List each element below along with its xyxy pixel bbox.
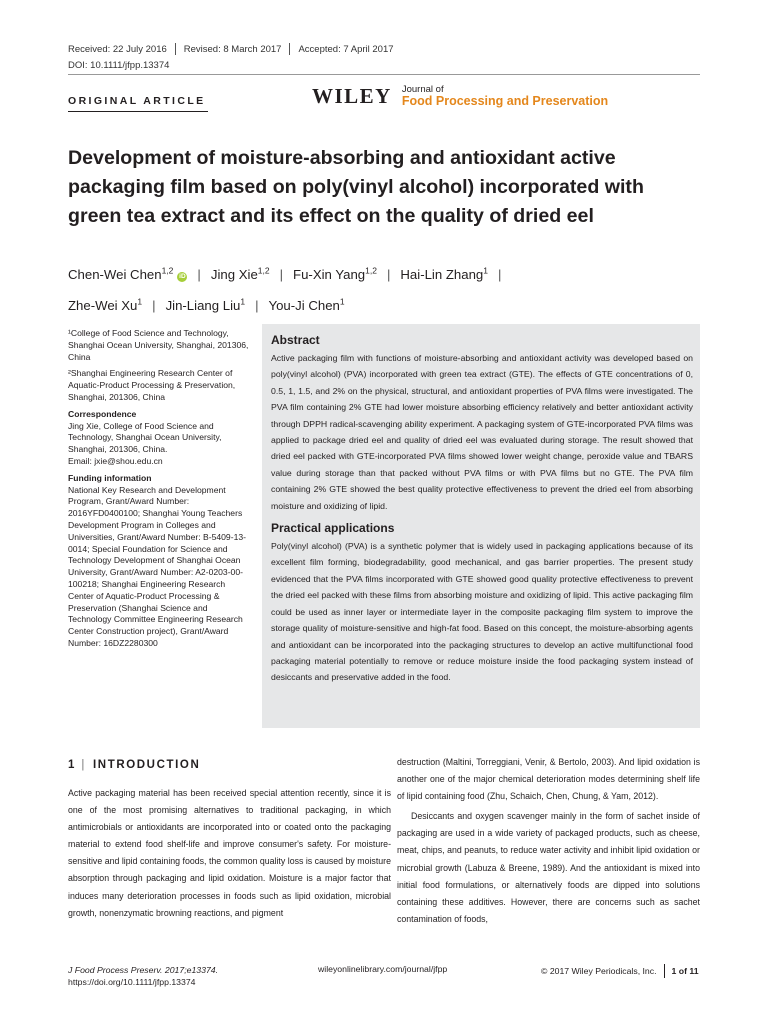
affiliation-2: ²Shanghai Engineering Research Center of Aquatic-Product Processing & Preservation, Shanghai, 201306, China (68, 368, 236, 402)
copyright: © 2017 Wiley Periodicals, Inc. (541, 966, 657, 976)
author-name: Zhe-Wei Xu (68, 297, 138, 313)
author[interactable] (400, 267, 488, 282)
revised-date: Revised: 8 March 2017 (183, 43, 282, 55)
section-heading-introduction (68, 756, 391, 774)
author-affiliation: 1 (137, 296, 143, 307)
section-title: INTRODUCTION (93, 759, 201, 771)
practical-applications-heading: Practical applications (271, 521, 395, 536)
author-name: Jing Xie (210, 267, 258, 283)
author-affiliation: 1 (339, 296, 345, 307)
author[interactable] (68, 298, 142, 313)
author-separator: | (279, 267, 284, 283)
correspondence-heading: Correspondence (68, 408, 137, 419)
journal-logo (312, 84, 608, 109)
author-separator: | (386, 267, 391, 283)
doi-link[interactable]: https://doi.org/10.1111/jfpp.13374 (68, 977, 196, 987)
author-name: Chen-Wei Chen (68, 267, 162, 283)
body-column-left (68, 756, 391, 922)
funding-heading: Funding information (68, 472, 152, 483)
author-separator: | (197, 267, 201, 283)
divider (289, 43, 290, 55)
intro-paragraph-1: Active packaging material has been received special attention recently, since it is one of the most promising alternatives to traditional packaging, in which antimicrobials or antioxidants are incorporated into or coated onto the packaging material to extend food shelf-life and improve consumer's safety. For moisture-sensitive and lipid containing foods, the common quality loss is caused by moisture absorption through packaging and lipid oxidation. Moisture is a major factor that induces many deterioration processes in foods such as lipid oxidation, microbial growth, nonenzymatic browning reactions, and pigment (68, 788, 391, 918)
page-number: 1 of 11 (671, 966, 699, 976)
orcid-icon[interactable]: iD (179, 273, 186, 281)
practical-applications-body: Poly(vinyl alcohol) (PVA) is a synthetic polymer that is widely used in packaging applications because of its excellent film forming, biodegradability, good mechanical, and gas barrier properties. The present study evidenced that the PVA films incorporated with GTE showed good quality protective effectiveness to prevent the dried eel packed with these films from absorbing moisture and oxidizing of lipid. This active packaging film could be used as inner layer or intermediate layer in the composite packaging film system to improve the storage quality of moisture-sensitive and high-fat food. Based on this concept, the moisture-absorbing agents and antioxidant can be incorporated into the packaging structures to develop an active multifunctional food packaging material potentially to remove or reduce moisture inside the food packaging system instead of desiccants and preservative added in the food. (271, 541, 693, 683)
author-name: You-Ji Chen (268, 297, 340, 313)
author-affiliation: 1 (483, 266, 488, 276)
author[interactable] (211, 267, 270, 282)
article-type-underline (68, 111, 208, 112)
author[interactable] (166, 298, 246, 313)
author-list (68, 258, 688, 319)
journal-website-link[interactable]: wileyonlinelibrary.com/journal/jfpp (318, 964, 448, 974)
abstract-body: Active packaging film with functions of moisture-absorbing and antioxidant activity was developed based on poly(vinyl alcohol) (PVA) incorporated with green tea extract (GTE). The effects of GTE concentrations of 0, 0.5, 1, 1.5, and 2% on the physical, structural, and antioxidant properties of PVA films were investigated. The PVA film containing 2% GTE had lower moisture absorbing efficiency relatively and better antioxidant activity through DPPH radical-scavenging ability experiment. A packaging system of GTE-incorporated PVA films was applied to package dried eel and quality of dried eel was evaluated during storage. The result showed that dried eel packed with GTE-incorporated PVA films showed lower weight change, peroxide value and TBARS value during storage than that packed without PVA films or with PVA films but no GTE. The PVA film containing 2% GTE showed the best quality protective effectiveness to prevent the dried eel from absorbing moisture and oxidizing of lipid. (271, 353, 693, 511)
divider (175, 43, 176, 55)
author-affiliation: 1,2 (161, 266, 174, 276)
body-column-right (397, 754, 700, 928)
author-name: Jin-Liang Liu (165, 297, 241, 313)
paper-title: Development of moisture-absorbing and antioxidant active packaging film based on poly(vinyl alcohol) incorporated with green tea extract and its effect on the quality of dried eel (68, 147, 644, 227)
author[interactable] (293, 267, 377, 282)
author[interactable] (269, 298, 345, 313)
affiliation-1: ¹College of Food Science and Technology, Shanghai Ocean University, Shanghai, 201306, China (68, 328, 249, 362)
correspondence-email[interactable]: Email: jxie@shou.edu.cn (68, 455, 163, 466)
author-affiliation: 1,2 (365, 266, 377, 276)
author-name: Hai-Lin Zhang (400, 267, 484, 283)
received-date: Received: 22 July 2016 (68, 43, 167, 55)
doi[interactable]: DOI: 10.1111/jfpp.13374 (68, 60, 170, 71)
section-separator: | (81, 759, 86, 771)
journal-name: Food Processing and Preservation (401, 93, 609, 108)
footer-citation (68, 964, 218, 988)
author-name: Fu-Xin Yang (293, 267, 366, 283)
author-affiliation: 1,2 (257, 266, 270, 276)
affiliation-sidebar (68, 328, 250, 655)
author-separator: | (255, 297, 259, 313)
correspondence-body: Jing Xie, College of Food Science and Technology, Shanghai Ocean University, Shanghai, 201306, China. (68, 420, 222, 455)
journal-of-label: Journal of (401, 83, 444, 95)
abstract-heading: Abstract (271, 333, 320, 347)
author-affiliation: 1 (240, 296, 246, 307)
intro-paragraph-2: Desiccants and oxygen scavenger mainly in the form of sachet inside of packaging are used in a wide variety of packaged products, such as cheese, meat, chips, and peanuts, to reduce water activity and inhibit lipid oxidation or microbial growth (Labuza & Breene, 1989). And the antioxidant is mixed into initial food formulations, or alternatively foods are dipped into solutions containing these additives. However, there are concerns such as sachet contamination of foods, (397, 811, 700, 924)
publisher-logo: WILEY (312, 84, 392, 108)
intro-paragraph-1-continued: destruction (Maltini, Torreggiani, Venir, & Bertolo, 2003). And lipid oxidation is another one of the major chemical deterioration modes determining shelf life of lipid containing food (Zhu, Schaich, Chen, Chung, & Yam, 2012). (397, 757, 700, 802)
funding-body: National Key Research and Development Program, Grant/Award Number: 2016YFD0400100; Shanghai Young Teachers Development Program in Colleges and Universities, Grant/Award Number: B-5409-13-0014; Special Foundation for Science and Technology Development of Shanghai Ocean University, Grant/Award Number: A2-0203-00-100218; Shanghai Engineering Research Center of Aquatic-Product Processing & Preservation (Shanghai Science and Technology Committee Engineering Research Center Construction project), Grant/Award Number: 16DZ2280300 (68, 484, 246, 648)
divider (664, 964, 665, 978)
article-type: ORIGINAL ARTICLE (68, 95, 206, 107)
section-number: 1 (68, 759, 75, 771)
article-dates (68, 43, 394, 55)
journal-citation: J Food Process Preserv. 2017;e13374. (68, 965, 219, 975)
author-separator: | (497, 267, 502, 283)
journal-title-block (402, 85, 608, 108)
author[interactable] (68, 267, 187, 282)
footer-right (541, 964, 699, 978)
header-rule (68, 74, 700, 75)
accepted-date: Accepted: 7 April 2017 (298, 43, 394, 55)
author-separator: | (152, 297, 156, 313)
abstract-content (271, 331, 693, 686)
